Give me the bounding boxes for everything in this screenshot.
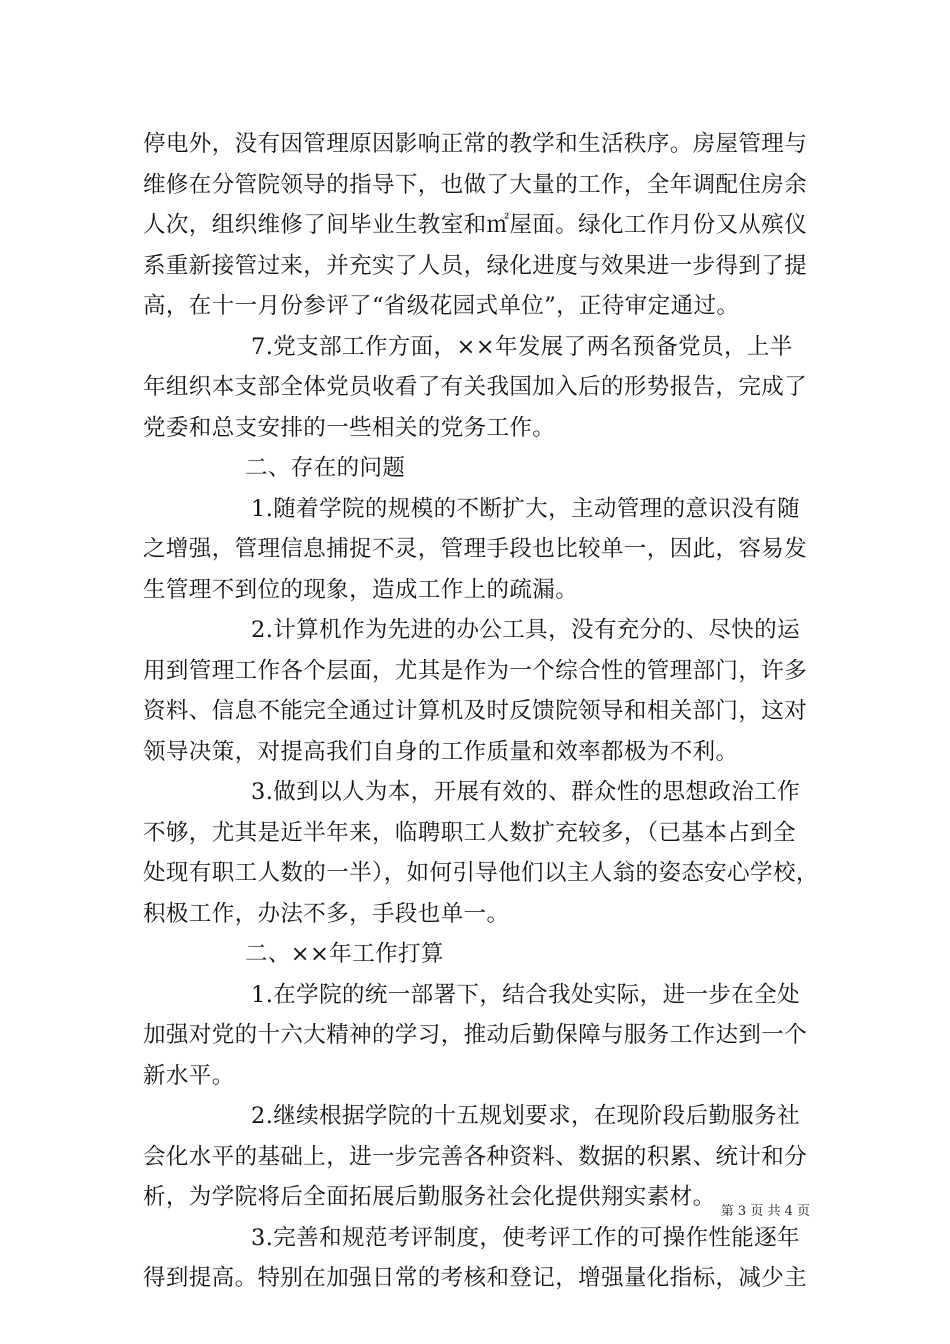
list-item-start: 2.计算机作为先进的办公工具，没有充分的、尽快的运	[251, 617, 800, 643]
section-heading: 二、存在的问题	[245, 455, 406, 481]
paragraph-line: 领导决策，对提高我们自身的工作质量和效率都极为不利。	[143, 738, 739, 765]
paragraph-line: 生管理不到位的现象，造成工作上的疏漏。	[143, 576, 579, 603]
paragraph-line: 加强对党的十六大精神的学习，推动后勤保障与服务工作达到一个	[143, 1022, 808, 1048]
list-item-start: 3.完善和规范考评制度，使考评工作的可操作性能逐年	[251, 1224, 800, 1251]
paragraph-line: 停电外，没有因管理原因影响正常的教学和生活秩序。房屋管理与	[143, 131, 808, 157]
paragraph-line: 处现有职工人数的一半），如何引导他们以主人翁的姿态安心学校，	[143, 860, 819, 886]
paragraph-line: 资料、信息不能完全通过计算机及时反馈院领导和相关部门，这对	[143, 698, 808, 724]
paragraph-line: 人次，组织维修了间毕业生教室和㎡屋面。绿化工作月份又从殡仪	[143, 212, 808, 238]
paragraph-line: 不够，尤其是近半年来，临聘职工人数扩充较多，（已基本占到全	[143, 819, 796, 846]
paragraph-line: 会化水平的基础上，进一步完善各种资料、数据的积累、统计和分	[143, 1143, 808, 1170]
paragraph-line: 系重新接管过来，并充实了人员，绿化进度与效果进一步得到了提	[143, 252, 808, 279]
paragraph-line: 年组织本支部全体党员收看了有关我国加入后的形势报告，完成了	[143, 374, 808, 400]
section-heading: 二、××年工作打算	[245, 941, 444, 967]
list-item-start: 2.继续根据学院的十五规划要求，在现阶段后勤服务社	[251, 1103, 800, 1129]
paragraph-line: 党委和总支安排的一些相关的党务工作。	[143, 414, 556, 441]
list-item-start: 1.在学院的统一部署下，结合我处实际，进一步在全处	[251, 981, 800, 1008]
paragraph-line: 得到提高。特别在加强日常的考核和登记，增强量化指标，减少主	[143, 1265, 808, 1291]
paragraph-line: 新水平。	[143, 1062, 235, 1089]
paragraph-line: 积极工作，办法不多，手段也单一。	[143, 900, 510, 927]
paragraph-line: 析，为学院将后全面拓展后勤服务社会化提供翔实素材。	[143, 1184, 716, 1210]
paragraph-line: 维修在分管院领导的指导下，也做了大量的工作，全年调配住房余	[143, 171, 808, 198]
list-item-start: 1.随着学院的规模的不断扩大，主动管理的意识没有随	[251, 495, 800, 522]
paragraph-line: 之增强，管理信息捕捉不灵，管理手段也比较单一，因此，容易发	[143, 536, 808, 562]
paragraph-line: 高，在十一月份参评了“省级花园式单位”，正待审定通过。	[143, 293, 740, 319]
paragraph-line: 用到管理工作各个层面，尤其是作为一个综合性的管理部门，许多	[143, 657, 808, 684]
list-item-start: 7.党支部工作方面，××年发展了两名预备党员，上半	[251, 333, 793, 360]
page-number: 第 3 页 共 4 页	[720, 1204, 810, 1219]
document-body	[143, 124, 819, 1299]
list-item-start: 3.做到以人为本，开展有效的、群众性的思想政治工作	[251, 779, 800, 805]
